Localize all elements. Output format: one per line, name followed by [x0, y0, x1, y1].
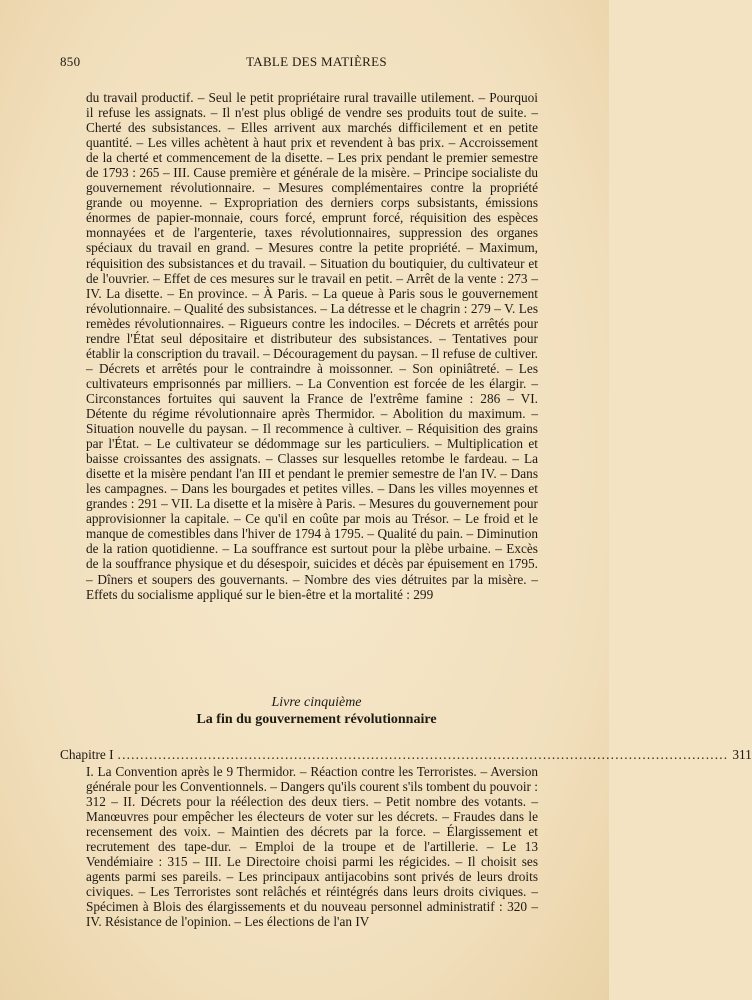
book-label: Livre cinquième [271, 695, 362, 710]
running-title: TABLE DES MATIÈRES [246, 54, 387, 69]
chapter-label: Chapitre I [60, 747, 114, 762]
page-header [60, 54, 573, 72]
book-heading [60, 694, 573, 728]
dot-leader: ....................................................................................................................................... [117, 747, 729, 762]
toc-entry-text: du travail productif. – Seul le petit propriétaire rural travaille utilement. – Pourquoi il refuse les assignats. – Il n'est plus obligé de vendre ses produits tout de suite. – Cherté des subsistances. – Elles arrivent aux marchés difficilement et en petite quantité. – Les villes achètent à haut prix et revendent à bas prix. – Accroissement de la cherté et commencement de la disette. – Les prix pendant le premier semestre de 1793 : 265 – III. Cause première et générale de la misère. – Principe socialiste du gouvernement révolutionnaire. – Mesures complémentaires contre la propriété grande ou moyenne. – Expropriation des derniers corps subsistants, émissions énormes de papier-monnaie, cours forcé, emprunt forcé, réquisition des espèces monnayées et de l'argenterie, taxes révolutionnaires, suppression des organes spéciaux du travail en grand. – Mesures contre la petite propriété. – Maximum, réquisition des subsistances et du travail. – Situation du boutiquier, du cultivateur et de l'ouvrier. – Effet de ces mesures sur le travail en petit. – Arrêt de la vente : 273 – IV. La disette. – En province. – À Paris. – La queue à Paris sous le gouvernement révolutionnaire. – Qualité des subsistances. – La détresse et le chagrin : 279 – V. Les remèdes révolutionnaires. – Rigueurs contre les indociles. – Décrets et arrêtés pour rendre l'État seul dépositaire et distributeur des subsistances. – Tentatives pour établir la conscription du travail. – Découragement du paysan. – Il refuse de cultiver. – Décrets et arrêtés pour le contraindre à moissonner. – Son opiniâtreté. – Les cultivateurs emprisonnés par milliers. – La Convention est forcée de les élargir. – Circonstances fortuites qui sauvent la France de l'extrême famine : 286 – VI. Détente du régime révolutionnaire après Thermidor. – Abolition du maximum. – Situation nouvelle du paysan. – Il recommence à cultiver. – Réquisition des grains par l'État. – Le cultivateur se dédommage sur les particuliers. – Multiplication et baisse croissantes des assignats. – Classes sur lesquelles retombe le fardeau. – La disette et la misère pendant l'an III et pendant le premier semestre de l'an IV. – Dans les campagnes. – Dans les bourgades et petites villes. – Dans les villes moyennes et grandes : 291 – VII. La disette et la misère à Paris. – Mesures du gouvernement pour approvisionner la capitale. – Ce qu'il en coûte par mois au Trésor. – Le froid et le manque de comestibles dans l'hiver de 1794 à 1795. – Qualité du pain. – Diminution de la ration quotidienne. – La souffrance est surtout pour la plèbe urbaine. – Excès de la souffrance physique et du désespoir, suicides et décès par épuisement en 1795. – Dîners et soupers des gouvernants. – Nombre des vies détruites par la misère. – Effets du socialisme appliqué sur le bien-être et la mortalité : 299 [86, 90, 538, 602]
chapter-line [60, 747, 752, 763]
chapter-summary-text: I. La Convention après le 9 Thermidor. – Réaction contre les Terroristes. – Aversion générale pour les Conventionnels. – Dangers qu'ils courent s'ils tombent du pouvoir : 312 – II. Décrets pour la réélection des deux tiers. – Petit nombre des votants. – Manœuvres pour empêcher les électeurs de voter sur les décrets. – Fraudes dans le recensement des voix. – Maintien des décrets par la force. – Élargissement et recrutement des tape-dur. – Emploi de la troupe et de l'artillerie. – Le 13 Vendémiaire : 315 – III. Le Directoire choisi parmi les régicides. – Il choisit ses agents parmi ses pareils. – Les principaux antijacobins sont privés de leurs droits civiques. – Les Terroristes sont relâchés et réintégrés dans leurs droits civiques. – Spécimen à Blois des élargissements et du nouveau personnel administratif : 320 – IV. Résistance de l'opinion. – Les élections de l'an IV [86, 764, 539, 930]
chapter-page-number: 311 [732, 747, 752, 762]
book-title: La fin du gouvernement révolutionnaire [196, 712, 437, 727]
page-number: 850 [60, 54, 81, 69]
